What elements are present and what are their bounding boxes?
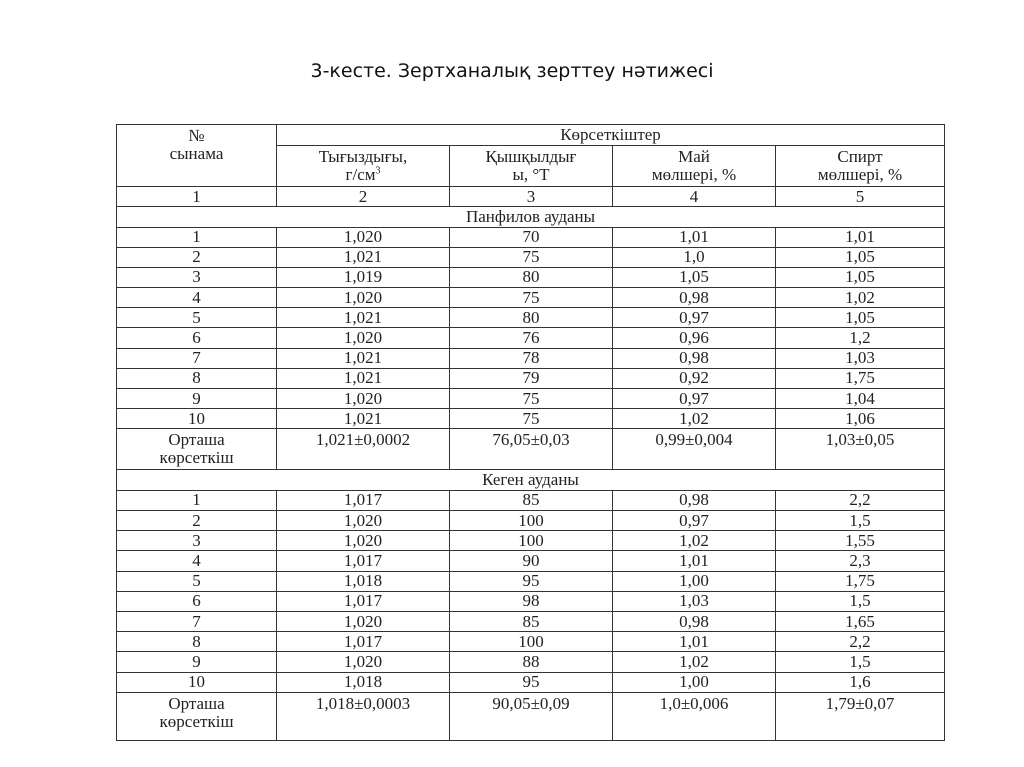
table-cell: 6 xyxy=(117,328,277,348)
table-cell: 0,97 xyxy=(613,308,776,328)
average-label-line2: көрсеткіш xyxy=(159,448,234,468)
sample-header xyxy=(117,125,277,187)
average-value: 1,0±0,006 xyxy=(613,692,776,740)
table-cell: 80 xyxy=(450,267,613,287)
table-row xyxy=(117,389,945,409)
table-cell: 70 xyxy=(450,227,613,247)
table-cell: 90 xyxy=(450,551,613,571)
table-cell: 1,020 xyxy=(277,612,450,632)
lab-results-table xyxy=(116,124,945,741)
sample-label: сынама xyxy=(169,144,224,163)
average-value: 1,021±0,0002 xyxy=(277,429,450,470)
table-cell: 2,2 xyxy=(776,632,945,652)
table-cell: 1,6 xyxy=(776,672,945,692)
table-row xyxy=(117,288,945,308)
acidity-unit: ы, °Т xyxy=(512,165,550,184)
table-cell: 1,0 xyxy=(613,247,776,267)
table-cell: 1,5 xyxy=(776,652,945,672)
alcohol-label: Спирт xyxy=(837,147,883,166)
table-cell: 1,020 xyxy=(277,511,450,531)
table-cell: 1,00 xyxy=(613,672,776,692)
table-row xyxy=(117,227,945,247)
table-cell: 4 xyxy=(117,551,277,571)
table-cell: 1,05 xyxy=(776,267,945,287)
table-cell: 1,017 xyxy=(277,632,450,652)
table-cell: 1,020 xyxy=(277,389,450,409)
table-cell: 75 xyxy=(450,247,613,267)
table-cell: 85 xyxy=(450,490,613,510)
average-label xyxy=(117,692,277,740)
table-cell: 9 xyxy=(117,389,277,409)
table-cell: 1,2 xyxy=(776,328,945,348)
table-cell: 0,98 xyxy=(613,348,776,368)
table-cell: 1,00 xyxy=(613,571,776,591)
average-row xyxy=(117,692,945,740)
table-cell: 1,5 xyxy=(776,591,945,611)
table-cell: 0,98 xyxy=(613,288,776,308)
table-cell: 76 xyxy=(450,328,613,348)
density-label: Тығыздығы, xyxy=(318,147,408,166)
table-cell: 95 xyxy=(450,672,613,692)
table-cell: 6 xyxy=(117,591,277,611)
column-number: 2 xyxy=(277,187,450,207)
table-cell: 2,3 xyxy=(776,551,945,571)
table-cell: 88 xyxy=(450,652,613,672)
table-row xyxy=(117,531,945,551)
average-label-line2: көрсеткіш xyxy=(159,711,234,731)
table-cell: 1,01 xyxy=(776,227,945,247)
table-cell: 1,02 xyxy=(613,531,776,551)
table-cell: 4 xyxy=(117,288,277,308)
table-cell: 1,05 xyxy=(776,247,945,267)
density-unit-sup: 3 xyxy=(375,165,381,177)
density-unit: г/см xyxy=(345,165,376,184)
table-cell: 8 xyxy=(117,368,277,388)
average-value: 90,05±0,09 xyxy=(450,692,613,740)
alcohol-header xyxy=(776,146,945,187)
table-cell: 1,02 xyxy=(776,288,945,308)
table-cell: 0,97 xyxy=(613,511,776,531)
header-row xyxy=(117,125,945,146)
table-cell: 78 xyxy=(450,348,613,368)
table-cell: 1,01 xyxy=(613,632,776,652)
table-cell: 0,98 xyxy=(613,612,776,632)
section-title: Панфилов ауданы xyxy=(117,207,945,228)
column-number-row xyxy=(117,187,945,207)
table-cell: 0,96 xyxy=(613,328,776,348)
table-row xyxy=(117,490,945,510)
acidity-label: Қышқылдығ xyxy=(485,147,577,166)
table-cell: 100 xyxy=(450,632,613,652)
table-cell: 1,55 xyxy=(776,531,945,551)
table-cell: 1,5 xyxy=(776,511,945,531)
table-cell: 2 xyxy=(117,511,277,531)
column-number: 4 xyxy=(613,187,776,207)
average-value: 1,03±0,05 xyxy=(776,429,945,470)
average-value: 76,05±0,03 xyxy=(450,429,613,470)
column-number: 1 xyxy=(117,187,277,207)
table-cell: 1,021 xyxy=(277,308,450,328)
table-row xyxy=(117,328,945,348)
table-cell: 79 xyxy=(450,368,613,388)
table-cell: 9 xyxy=(117,652,277,672)
alcohol-unit: мөлшері, % xyxy=(817,165,903,184)
table-cell: 1,020 xyxy=(277,328,450,348)
table-cell: 1,65 xyxy=(776,612,945,632)
table-cell: 1,05 xyxy=(776,308,945,328)
table-cell: 10 xyxy=(117,409,277,429)
column-number: 5 xyxy=(776,187,945,207)
table-cell: 80 xyxy=(450,308,613,328)
table-cell: 1,017 xyxy=(277,551,450,571)
table-cell: 0,97 xyxy=(613,389,776,409)
table-cell: 1,020 xyxy=(277,531,450,551)
table-cell: 95 xyxy=(450,571,613,591)
section-title: Кеген ауданы xyxy=(117,470,945,491)
indicators-header: Көрсеткіштер xyxy=(277,125,945,146)
table-cell: 1,020 xyxy=(277,288,450,308)
table-cell: 75 xyxy=(450,389,613,409)
table-cell: 1,020 xyxy=(277,227,450,247)
table-cell: 1,021 xyxy=(277,348,450,368)
table-row xyxy=(117,632,945,652)
table-cell: 1,019 xyxy=(277,267,450,287)
table-cell: 85 xyxy=(450,612,613,632)
table-cell: 0,98 xyxy=(613,490,776,510)
table-cell: 1,03 xyxy=(776,348,945,368)
table-row xyxy=(117,247,945,267)
section-row xyxy=(117,207,945,228)
average-value: 0,99±0,004 xyxy=(613,429,776,470)
column-number: 3 xyxy=(450,187,613,207)
table-cell: 8 xyxy=(117,632,277,652)
table-cell: 1 xyxy=(117,490,277,510)
average-label-line1: Орташа xyxy=(168,693,225,713)
table-cell: 3 xyxy=(117,531,277,551)
table-cell: 1,03 xyxy=(613,591,776,611)
table-row xyxy=(117,511,945,531)
table-cell: 5 xyxy=(117,571,277,591)
table-cell: 75 xyxy=(450,288,613,308)
table-cell: 1,05 xyxy=(613,267,776,287)
table-cell: 5 xyxy=(117,308,277,328)
table-cell: 1,75 xyxy=(776,368,945,388)
table-cell: 0,92 xyxy=(613,368,776,388)
average-value: 1,79±0,07 xyxy=(776,692,945,740)
fat-label: Май xyxy=(678,147,710,166)
number-sign: № xyxy=(188,126,205,145)
table-cell: 1,02 xyxy=(613,652,776,672)
table-row xyxy=(117,551,945,571)
table-cell: 1,017 xyxy=(277,490,450,510)
average-row xyxy=(117,429,945,470)
table-row xyxy=(117,348,945,368)
table-cell: 1,017 xyxy=(277,591,450,611)
table-cell: 1,04 xyxy=(776,389,945,409)
table-cell: 10 xyxy=(117,672,277,692)
average-value: 1,018±0,0003 xyxy=(277,692,450,740)
table-row xyxy=(117,612,945,632)
table-cell: 7 xyxy=(117,348,277,368)
table-cell: 98 xyxy=(450,591,613,611)
average-label xyxy=(117,429,277,470)
table-cell: 1,021 xyxy=(277,368,450,388)
table-cell: 1,06 xyxy=(776,409,945,429)
table-cell: 1 xyxy=(117,227,277,247)
table-row xyxy=(117,368,945,388)
table-row xyxy=(117,409,945,429)
table-cell: 1,021 xyxy=(277,247,450,267)
acidity-header xyxy=(450,146,613,187)
table-row xyxy=(117,267,945,287)
table-row xyxy=(117,571,945,591)
table-cell: 1,018 xyxy=(277,571,450,591)
table-row xyxy=(117,591,945,611)
table-cell: 2 xyxy=(117,247,277,267)
table-cell: 100 xyxy=(450,531,613,551)
table-cell: 1,020 xyxy=(277,652,450,672)
table-cell: 2,2 xyxy=(776,490,945,510)
table-cell: 1,75 xyxy=(776,571,945,591)
table-cell: 1,01 xyxy=(613,551,776,571)
fat-header xyxy=(613,146,776,187)
table-cell: 7 xyxy=(117,612,277,632)
section-row xyxy=(117,470,945,491)
table-cell: 1,018 xyxy=(277,672,450,692)
table-cell: 3 xyxy=(117,267,277,287)
table-row xyxy=(117,672,945,692)
table-row xyxy=(117,652,945,672)
density-header xyxy=(277,146,450,187)
table-row xyxy=(117,308,945,328)
average-label-line1: Орташа xyxy=(168,430,225,450)
table-caption: 3-кесте. Зертханалық зерттеу нәтижесі xyxy=(310,60,714,82)
fat-unit: мөлшері, % xyxy=(651,165,737,184)
table-cell: 1,02 xyxy=(613,409,776,429)
table-cell: 1,01 xyxy=(613,227,776,247)
table-cell: 100 xyxy=(450,511,613,531)
table-cell: 75 xyxy=(450,409,613,429)
table-cell: 1,021 xyxy=(277,409,450,429)
